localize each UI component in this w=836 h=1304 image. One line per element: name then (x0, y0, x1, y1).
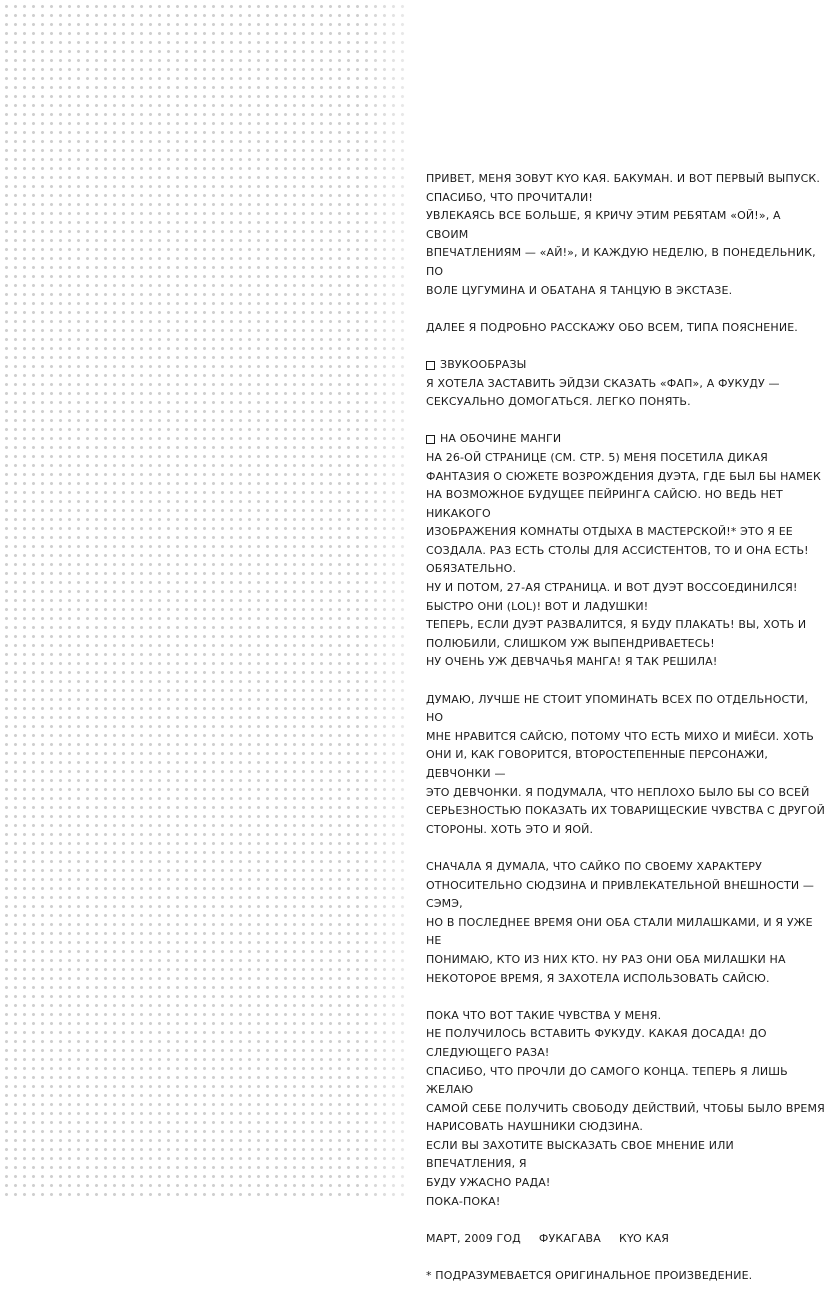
section-body: НА 26-ОЙ СТРАНИЦЕ (СМ. СТР. 5) МЕНЯ ПОСЕТИЛА ДИКАЯ ФАНТАЗИЯ О СЮЖЕТЕ ВОЗРОЖДЕНИЯ ДУЭТА, ГДЕ БЫЛ БЫ НАМЕК НА ВОЗМОЖНОЕ БУДУЩЕЕ ПЕЙРИНГА САЙСЮ. НО ВЕДЬ НЕТ НИКАКОГО ИЗОБРАЖЕНИЯ КОМНАТЫ ОТДЫХА В МАСТЕРСКОЙ!* ЭТО Я ЕЕ СОЗДАЛА. РАЗ ЕСТЬ СТОЛЫ ДЛЯ АССИСТЕНТОВ, ТО И ОНА ЕСТЬ! ОБЯЗАТЕЛЬНО. НУ И ПОТОМ, 27-АЯ СТРАНИЦА. И ВОТ ДУЭТ ВОССОЕДИНИЛСЯ! БЫСТРО ОНИ (LOL)! ВОТ И ЛАДУШКИ! ТЕПЕРЬ, ЕСЛИ ДУЭТ РАЗВАЛИТСЯ, Я БУДУ ПЛАКАТЬ! ВЫ, ХОТЬ И ПОЛЮБИЛИ, СЛИШКОМ УЖ ВЫПЕНДРИВАЕТЕСЬ! НУ ОЧЕНЬ УЖ ДЕВЧАЧЬЯ МАНГА! Я ТАК РЕШИЛА! (426, 450, 821, 669)
section-manga-margin (426, 430, 826, 672)
section-heading (426, 430, 826, 449)
checkbox-icon (426, 361, 435, 370)
section-heading (426, 356, 826, 375)
explanation-paragraph: ДАЛЕЕ Я ПОДРОБНО РАССКАЖУ ОБО ВСЕМ, ТИПА ПОЯСНЕНИЕ. (426, 320, 798, 334)
saiko-paragraph: СНАЧАЛА Я ДУМАЛА, ЧТО САЙКО ПО СВОЕМУ ХАРАКТЕРУ ОТНОСИТЕЛЬНО СЮДЗИНА И ПРИВЛЕКАТЕЛЬНОЙ ВНЕШНОСТИ — СЭМЭ, НО В ПОСЛЕДНЕЕ ВРЕМЯ ОНИ ОБА СТАЛИ МИЛАШКАМИ, И Я УЖЕ НЕ ПОНИМАЮ, КТО ИЗ НИХ КТО. НУ РАЗ ОНИ ОБА МИЛАШКИ НА НЕКОТОРОЕ ВРЕМЯ, Я ЗАХОТЕЛА ИСПОЛЬЗОВАТЬ САЙСЮ. (426, 859, 815, 985)
signature-line (426, 1230, 826, 1249)
closing-paragraph: ПОКА ЧТО ВОТ ТАКИЕ ЧУВСТВА У МЕНЯ. НЕ ПОЛУЧИЛОСЬ ВСТАВИТЬ ФУКУДУ. КАКАЯ ДОСАДА! ДО СЛЕДУЮЩЕГО РАЗА! СПАСИБО, ЧТО ПРОЧЛИ ДО САМОГО КОНЦА. ТЕПЕРЬ Я ЛИШЬ ЖЕЛАЮ САМОЙ СЕБЕ ПОЛУЧИТЬ СВОБОДУ ДЕЙСТВИЙ, ЧТОБЫ БЫЛО ВРЕМЯ НАРИСОВАТЬ НАУШНИКИ СЮДЗИНА. ЕСЛИ ВЫ ЗАХОТИТЕ ВЫСКАЗАТЬ СВОЕ МНЕНИЕ ИЛИ ВПЕЧАТЛЕНИЯ, Я БУДУ УЖАСНО РАДА! ПОКА-ПОКА! (426, 1008, 825, 1208)
girls-paragraph: ДУМАЮ, ЛУЧШЕ НЕ СТОИТ УПОМИНАТЬ ВСЕХ ПО ОТДЕЛЬНОСТИ, НО МНЕ НРАВИТСЯ САЙСЮ, ПОТОМУ ЧТО ЕСТЬ МИХО И МИЁСИ. ХОТЬ ОНИ И, КАК ГОВОРИТСЯ, ВТОРОСТЕПЕННЫЕ ПЕРСОНАЖИ, ДЕВЧОНКИ — ЭТО ДЕВЧОНКИ. Я ПОДУМАЛА, ЧТО НЕПЛОХО БЫЛО БЫ СО ВСЕЙ СЕРЬЕЗНОСТЬЮ ПОКАЗАТЬ ИХ ТОВАРИЩЕСКИЕ ЧУВСТВА С ДРУГОЙ СТОРОНЫ. ХОТЬ ЭТО И ЯОЙ. (426, 692, 825, 836)
signature-place: ФУКАГАВА (538, 1231, 601, 1245)
signature-author: КYO КАЯ (618, 1231, 670, 1245)
signature-date: МАРТ, 2009 ГОД (426, 1231, 521, 1245)
section-body: Я ХОТЕЛА ЗАСТАВИТЬ ЭЙДЗИ СКАЗАТЬ «ФАП», А ФУКУДУ — СЕКСУАЛЬНО ДОМОГАТЬСЯ. ЛЕГКО ПОНЯТЬ. (426, 376, 780, 409)
checkbox-icon (426, 435, 435, 444)
afterword-text (426, 170, 826, 1304)
dot-pattern-fade (360, 0, 410, 1200)
section-heading-label: НА ОБОЧИНЕ МАНГИ (440, 432, 562, 446)
section-heading-label: ЗВУКООБРАЗЫ (440, 357, 527, 371)
footnote: * ПОДРАЗУМЕВАЕТСЯ ОРИГИНАЛЬНОЕ ПРОИЗВЕДЕНИЕ. (426, 1269, 753, 1283)
intro-paragraph: ПРИВЕТ, МЕНЯ ЗОВУТ КYO КАЯ. БАКУМАН. И ВОТ ПЕРВЫЙ ВЫПУСК. СПАСИБО, ЧТО ПРОЧИТАЛИ! УВЛЕКАЯСЬ ВСЕ БОЛЬШЕ, Я КРИЧУ ЭТИМ РЕБЯТАМ «ОЙ!», А СВОИМ ВПЕЧАТЛЕНИЯМ — «АЙ!», И КАЖДУЮ НЕДЕЛЮ, В ПОНЕДЕЛЬНИК, ПО ВОЛЕ ЦУГУМИНА И ОБАТАНА Я ТАНЦУЮ В ЭКСТАЗЕ. (426, 172, 821, 297)
section-sound-effects (426, 356, 826, 412)
dot-pattern-background (0, 0, 405, 1200)
